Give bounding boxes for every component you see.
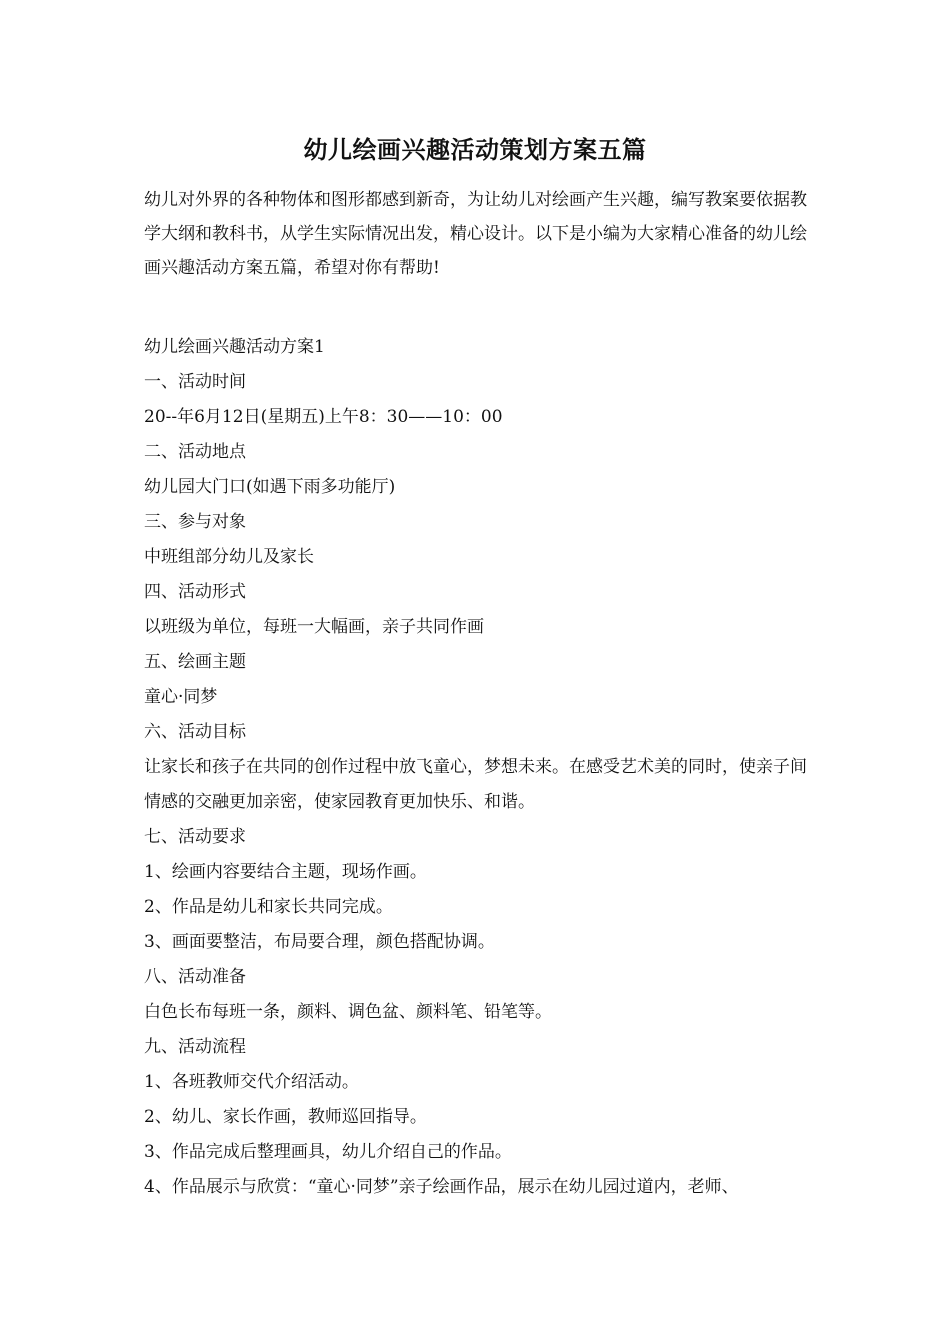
document-title: 幼儿绘画兴趣活动策划方案五篇	[303, 135, 647, 164]
activity-time-text: 20--年6月12日(星期五)上午8：30——10：00	[144, 407, 503, 427]
process-item: 1、各班教师交代介绍活动。	[144, 1072, 359, 1092]
process-item: 4、作品展示与欣赏：“童心·同梦”亲子绘画作品，展示在幼儿园过道内，老师、	[144, 1177, 739, 1197]
activity-location-text: 幼儿园大门口(如遇下雨多功能厅)	[144, 477, 396, 497]
heading-activity-location: 二、活动地点	[144, 442, 246, 462]
preparation-text: 白色长布每班一条，颜料、调色盆、颜料笔、铅笔等。	[144, 1002, 552, 1022]
activity-goal-text: 让家长和孩子在共同的创作过程中放飞童心，梦想未来。在感受艺术美的同时，使亲子间情感的交融更加亲密，使家园教育更加快乐、和谐。	[144, 757, 807, 812]
heading-activity-preparation: 八、活动准备	[144, 967, 246, 987]
drawing-theme-text: 童心·同梦	[144, 687, 218, 707]
requirement-item: 2、作品是幼儿和家长共同完成。	[144, 897, 393, 917]
process-item: 2、幼儿、家长作画，教师巡回指导。	[144, 1107, 427, 1127]
document-body	[144, 330, 814, 1205]
heading-activity-process: 九、活动流程	[144, 1037, 246, 1057]
heading-activity-format: 四、活动形式	[144, 582, 246, 602]
process-item: 3、作品完成后整理画具，幼儿介绍自己的作品。	[144, 1142, 512, 1162]
heading-activity-time: 一、活动时间	[144, 372, 246, 392]
participants-text: 中班组部分幼儿及家长	[144, 547, 314, 567]
section-title: 幼儿绘画兴趣活动方案1	[144, 337, 325, 357]
requirement-item: 1、绘画内容要结合主题，现场作画。	[144, 862, 427, 882]
heading-activity-goal: 六、活动目标	[144, 722, 246, 742]
heading-activity-requirements: 七、活动要求	[144, 827, 246, 847]
intro-paragraph: 幼儿对外界的各种物体和图形都感到新奇，为让幼儿对绘画产生兴趣，编写教案要依据教学大纲和教科书，从学生实际情况出发，精心设计。以下是小编为大家精心准备的幼儿绘画兴趣活动方案五篇，希望对你有帮助!	[144, 190, 807, 278]
heading-drawing-theme: 五、绘画主题	[144, 652, 246, 672]
activity-format-text: 以班级为单位，每班一大幅画，亲子共同作画	[144, 617, 484, 637]
heading-participants: 三、参与对象	[144, 512, 246, 532]
requirement-item: 3、画面要整洁，布局要合理，颜色搭配协调。	[144, 932, 495, 952]
